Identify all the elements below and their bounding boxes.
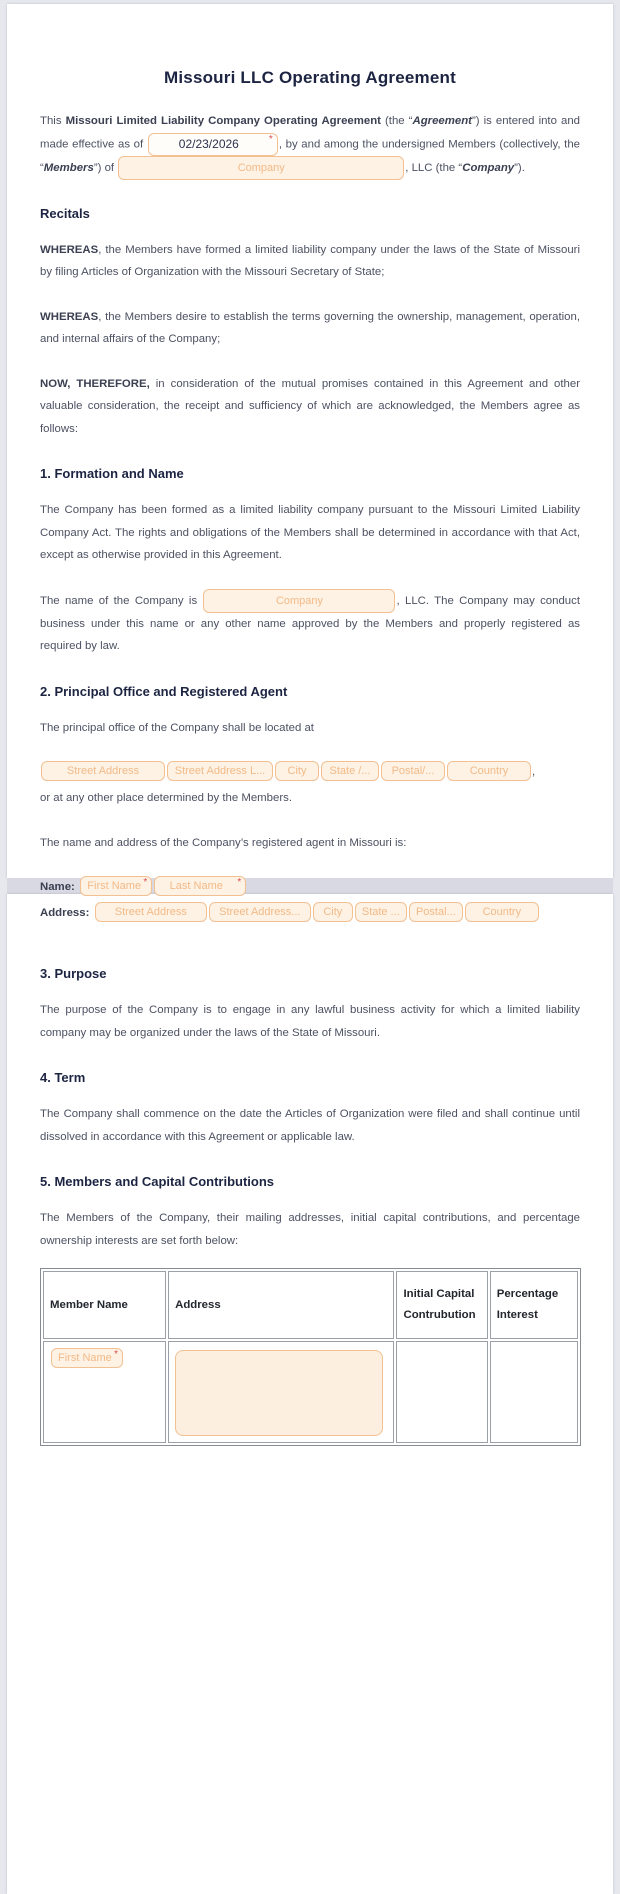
field-placeholder: Country [482, 906, 522, 919]
text-run: , LLC (the “ [405, 161, 463, 174]
field-placeholder: State ... [361, 906, 400, 919]
field-placeholder: Postal/... [391, 765, 435, 778]
document-page-2 [7, 894, 613, 1894]
date-value: 02/23/2026 [178, 136, 239, 151]
section-3-heading: 3. Purpose [40, 966, 107, 981]
intro-paragraph [40, 110, 580, 180]
required-asterisk: * [237, 877, 242, 889]
text-run: Members [43, 161, 94, 174]
text-run: , by and among the undersigned Members (collectively, the “ [40, 138, 580, 174]
street-address-field[interactable] [41, 761, 165, 781]
member-first-name-field[interactable] [51, 1348, 123, 1368]
state-field[interactable] [321, 761, 379, 781]
agent-country-field[interactable] [465, 902, 539, 922]
registered-agent-address-row [40, 902, 580, 922]
text-run: NOW, THEREFORE, [40, 377, 150, 390]
field-placeholder: Company [275, 594, 324, 607]
section-2-paragraph-1: The principal office of the Company shall be located at [40, 721, 314, 734]
section-5-heading: 5. Members and Capital Contributions [40, 1174, 275, 1189]
header-address: Address [168, 1271, 394, 1339]
required-asterisk: * [268, 133, 273, 145]
text-run: , the Members desire to establish the terms governing the ownership, management, operation, and internal affairs of the Company; [40, 310, 580, 346]
text-run: , the Members have formed a limited liability company under the laws of the State of Missouri by filing Articles of Organization with the Missouri Secretary of State; [40, 243, 580, 279]
agent-postal-code-field[interactable] [409, 902, 463, 922]
text-run: Company [462, 161, 515, 174]
text-run: Agreement [412, 115, 472, 127]
text-run: , LLC. The Company may conduct business under this name or any other name approved by the Members and properly registered as required by law. [40, 594, 580, 653]
required-asterisk: * [114, 1349, 118, 1360]
text-run: The name of the Company is [40, 594, 203, 607]
required-asterisk: * [143, 877, 148, 889]
text-run: , [532, 766, 536, 779]
effective-date-field[interactable] [148, 133, 278, 156]
text-run: in consideration of the mutual promises contained in this Agreement and other valuable consideration, the receipt and sufficiency of which are acknowledged, the Members agree as follows: [40, 377, 581, 435]
text-run: (the “ [380, 115, 413, 127]
field-placeholder: State /... [329, 765, 371, 778]
field-placeholder: Street Address [114, 906, 187, 919]
section-2-paragraph-2: or at any other place determined by the Members. [40, 792, 292, 805]
agent-street-address-field[interactable] [95, 902, 207, 922]
field-placeholder: Country [469, 765, 509, 778]
member-percentage-cell [490, 1341, 578, 1443]
member-address-textarea[interactable] [175, 1350, 383, 1436]
section-4-paragraph-1: The Company shall commence on the date the Articles of Organization were filed and shall continue until dissolved in accordance with this Agreement or applicable law. [40, 1108, 580, 1143]
document-title: Missouri LLC Operating Agreement [164, 68, 456, 87]
header-member-name: Member Name [43, 1271, 166, 1339]
section-4-heading: 4. Term [40, 1070, 86, 1085]
section-1-paragraph-1: The Company has been formed as a limited liability company pursuant to the Missouri Limited Liability Company Act. The rights and obligations of the Members shall be determined in accordance with that Act, except as otherwise provided in this Agreement. [40, 504, 580, 562]
members-table [40, 1268, 581, 1446]
header-percentage-interest: Percentage Interest [490, 1271, 578, 1339]
member-capital-cell [396, 1341, 487, 1443]
text-run: ”). [514, 161, 525, 174]
postal-code-field[interactable] [381, 761, 445, 781]
section-1-heading: 1. Formation and Name [40, 466, 184, 482]
field-placeholder: First Name [58, 1352, 112, 1364]
agent-street-address-line2-field[interactable] [209, 902, 311, 922]
principal-office-address-row [40, 761, 580, 781]
company-name-field-2[interactable] [203, 589, 395, 613]
field-placeholder: City [287, 765, 307, 778]
text-run: WHEREAS [40, 243, 99, 256]
field-placeholder: First Name [87, 880, 142, 893]
field-placeholder: Street Address L... [174, 765, 266, 778]
field-placeholder: Company [237, 161, 285, 174]
country-field[interactable] [447, 761, 531, 781]
field-placeholder: City [323, 906, 343, 919]
field-placeholder: Last Name [169, 880, 223, 893]
recitals-paragraph-2 [40, 306, 580, 351]
recitals-heading: Recitals [40, 205, 90, 221]
company-name-field[interactable] [118, 156, 404, 180]
agent-first-name-field[interactable] [80, 876, 152, 896]
field-placeholder: Street Address [66, 765, 140, 778]
text-run: Missouri Limited Liability Company Operating Agreement [65, 115, 381, 127]
text-run: WHEREAS [40, 310, 99, 323]
agent-name-label: Name: [40, 881, 75, 894]
agent-address-label: Address: [40, 907, 90, 920]
section-3-paragraph-1: The purpose of the Company is to engage in any lawful business activity for which a limited liability company may be organized under the laws of the State of Missouri. [40, 1004, 580, 1039]
field-placeholder: Postal... [415, 906, 456, 919]
section-5-paragraph-1: The Members of the Company, their mailing addresses, initial capital contributions, and percentage ownership interests are set forth below: [40, 1212, 580, 1247]
agent-last-name-field[interactable] [154, 876, 246, 896]
agent-city-field[interactable] [313, 902, 353, 922]
section-2-paragraph-3: The name and address of the Company’s registered agent in Missouri is: [40, 836, 407, 849]
city-field[interactable] [275, 761, 319, 781]
text-run: ”) of [93, 161, 118, 174]
section-2-heading: 2. Principal Office and Registered Agent [40, 683, 288, 699]
recitals-paragraph-3 [40, 373, 580, 441]
street-address-line2-field[interactable] [167, 761, 273, 781]
member-name-cell [43, 1341, 166, 1443]
recitals-paragraph-1 [40, 239, 580, 284]
text-run: This [40, 115, 66, 127]
members-table-header-row [43, 1271, 578, 1339]
section-1-paragraph-2 [40, 589, 580, 658]
header-initial-capital: Initial Capital Contrubution [396, 1271, 487, 1339]
agent-state-field[interactable] [355, 902, 407, 922]
member-address-cell [168, 1341, 394, 1443]
members-table-row-1 [43, 1341, 578, 1443]
text-run: ”) is entered into and made effective as of [40, 115, 580, 151]
field-placeholder: Street Address... [219, 906, 301, 919]
document-page-1 [7, 4, 613, 920]
